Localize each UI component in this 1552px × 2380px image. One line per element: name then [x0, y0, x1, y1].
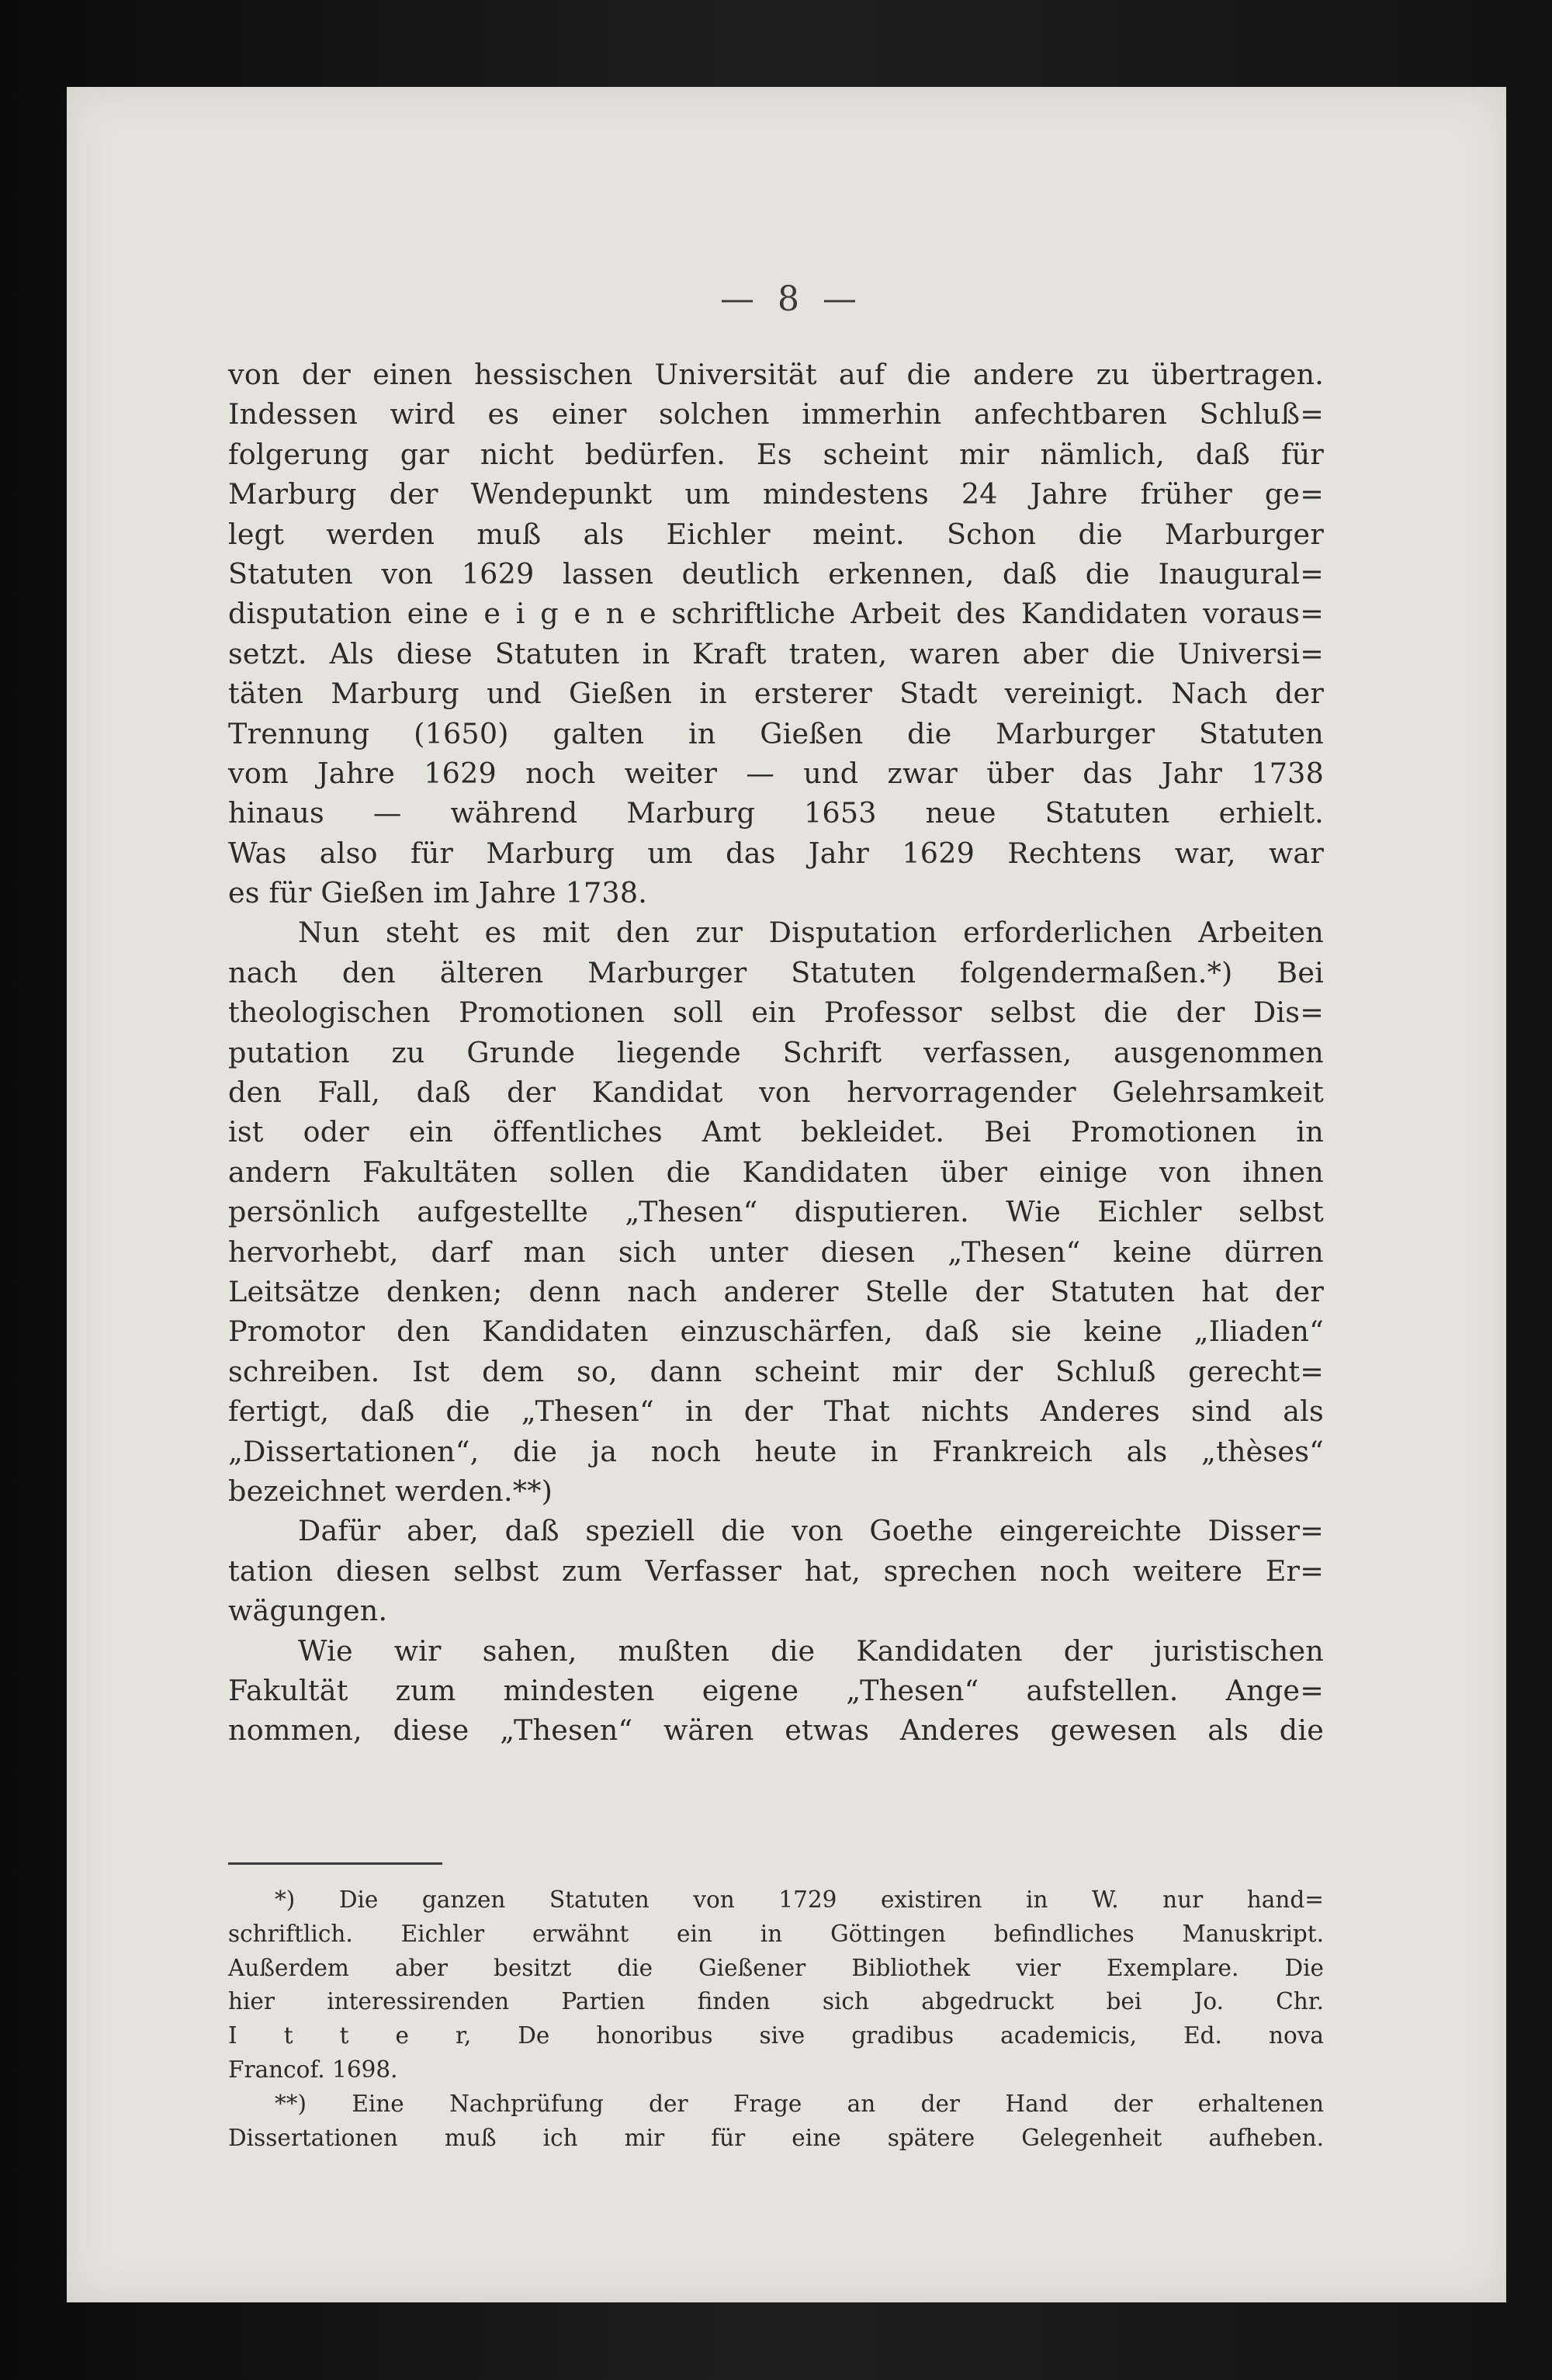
- text-line: hinaus — während Marburg 1653 neue Statuten erhielt.: [228, 796, 1324, 830]
- text-line: andern Fakultäten sollen die Kandidaten über einige von ihnen: [228, 1155, 1324, 1189]
- text-line: vom Jahre 1629 noch weiter — und zwar über das Jahr 1738: [228, 756, 1324, 790]
- text-line: Wie wir sahen, mußten die Kandidaten der juristischen: [298, 1633, 1324, 1668]
- text-line: nach den älteren Marburger Statuten folgendermaßen.*) Bei: [228, 955, 1324, 989]
- text-line: von der einen hessischen Universität auf die andere zu übertragen.: [228, 358, 1324, 391]
- text-line: disputation eine e i g e n e schriftliche Arbeit des Kandidaten voraus=: [228, 597, 1324, 631]
- text-line: Marburg der Wendepunkt um mindestens 24 Jahre früher ge=: [228, 477, 1324, 511]
- text-line: Trennung (1650) galten in Gießen die Marburger Statuten: [228, 716, 1324, 750]
- footnotes: [228, 1883, 1324, 2155]
- text-line: Promotor den Kandidaten einzuschärfen, daß sie keine „Iliaden“: [228, 1315, 1324, 1349]
- text-line: es für Gießen im Jahre 1738.: [228, 876, 648, 910]
- text-line: hervorhebt, darf man sich unter diesen „Thesen“ keine dürren: [228, 1235, 1324, 1269]
- footnote-line: schriftlich. Eichler erwähnt ein in Göttingen befindliches Manuskript.: [228, 1920, 1324, 1947]
- text-line: Statuten von 1629 lassen deutlich erkennen, daß die Inaugural=: [228, 556, 1324, 591]
- text-line: Fakultät zum mindesten eigene „Thesen“ aufstellen. Ange=: [228, 1673, 1324, 1707]
- page-content: [67, 87, 1506, 2302]
- text-line: putation zu Grunde liegende Schrift verfassen, ausgenommen: [228, 1035, 1324, 1069]
- text-line: bezeichnet werden.**): [228, 1474, 553, 1508]
- text-line: tation diesen selbst zum Verfasser hat, sprechen noch weitere Er=: [228, 1554, 1324, 1588]
- text-line: Was also für Marburg um das Jahr 1629 Rechtens war, war: [228, 836, 1324, 870]
- text-line: schreiben. Ist dem so, dann scheint mir der Schluß gerecht=: [228, 1354, 1324, 1388]
- footnote-line: hier interessirenden Partien finden sich abgedruckt bei Jo. Chr.: [228, 1988, 1324, 2015]
- text-line: legt werden muß als Eichler meint. Schon die Marburger: [228, 517, 1324, 551]
- footnote-line: Außerdem aber besitzt die Gießener Bibliothek vier Exemplare. Die: [228, 1954, 1324, 1981]
- text-line: Dafür aber, daß speziell die von Goethe eingereichte Disser=: [298, 1514, 1324, 1548]
- text-line: Nun steht es mit den zur Disputation erforderlichen Arbeiten: [298, 916, 1324, 950]
- page-number: — 8 —: [720, 279, 863, 319]
- book-page: [67, 87, 1506, 2302]
- text-line: „Dissertationen“, die ja noch heute in Frankreich als „thèses“: [228, 1434, 1324, 1468]
- text-line: Indessen wird es einer solchen immerhin anfechtbaren Schluß=: [228, 397, 1324, 431]
- text-line: nommen, diese „Thesen“ wären etwas Anderes gewesen als die: [228, 1713, 1324, 1748]
- footnote-line: Francof. 1698.: [228, 2056, 398, 2083]
- text-line: theologischen Promotionen soll ein Professor selbst die der Dis=: [228, 996, 1324, 1030]
- footnote-line: I t t e r, De honoribus sive gradibus academicis, Ed. nova: [228, 2022, 1324, 2049]
- footnote-line: *) Die ganzen Statuten von 1729 existiren in W. nur hand=: [275, 1886, 1324, 1913]
- text-line: Leitsätze denken; denn nach anderer Stelle der Statuten hat der: [228, 1274, 1324, 1308]
- text-line: setzt. Als diese Statuten in Kraft traten, waren aber die Universi=: [228, 636, 1324, 670]
- main-text: [228, 355, 1324, 1751]
- footnote-divider: [228, 1862, 442, 1865]
- text-line: täten Marburg und Gießen in ersterer Stadt vereinigt. Nach der: [228, 677, 1324, 711]
- text-line: folgerung gar nicht bedürfen. Es scheint mir nämlich, daß für: [228, 437, 1324, 471]
- text-line: persönlich aufgestellte „Thesen“ disputieren. Wie Eichler selbst: [228, 1195, 1324, 1229]
- footnote-line: Dissertationen muß ich mir für eine spätere Gelegenheit aufheben.: [228, 2124, 1324, 2151]
- footnote-line: **) Eine Nachprüfung der Frage an der Hand der erhaltenen: [275, 2090, 1324, 2117]
- text-line: ist oder ein öffentliches Amt bekleidet. Bei Promotionen in: [228, 1115, 1324, 1149]
- text-line: wägungen.: [228, 1594, 388, 1628]
- text-line: fertigt, daß die „Thesen“ in der That nichts Anderes sind als: [228, 1394, 1324, 1429]
- text-line: den Fall, daß der Kandidat von hervorragender Gelehrsamkeit: [228, 1076, 1324, 1110]
